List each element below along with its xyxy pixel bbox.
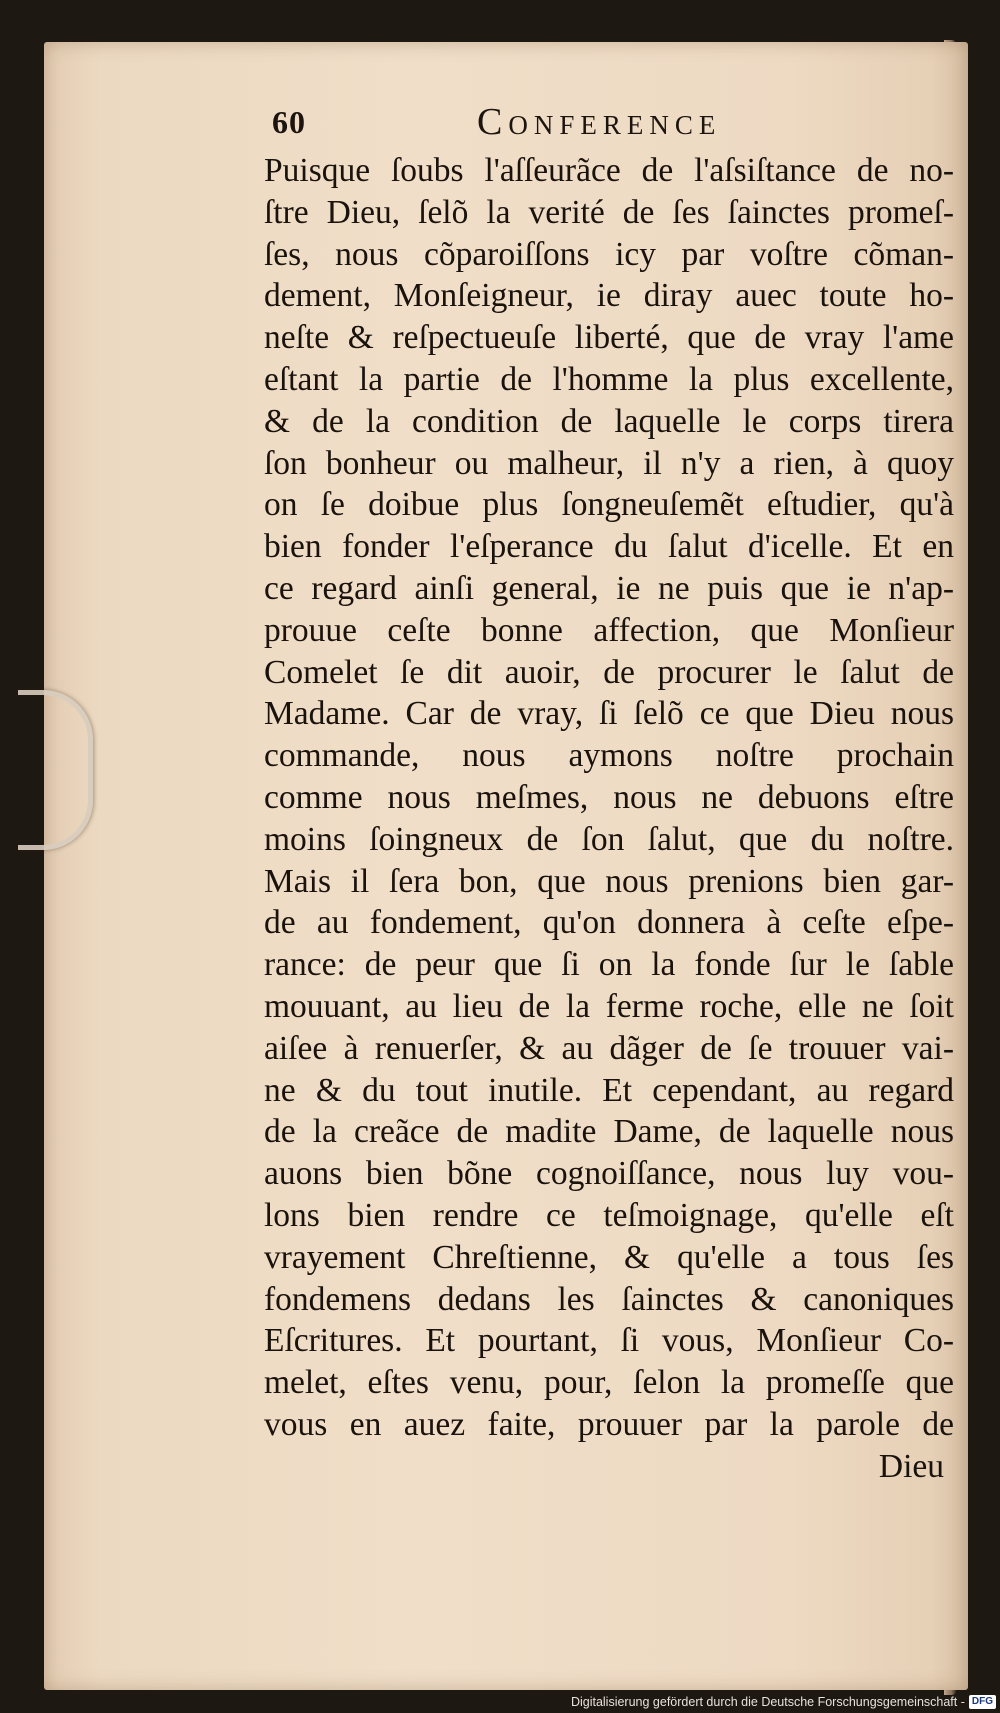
text-line: vrayement Chreſtienne, & qu'elle a tous ſes [264,1238,954,1276]
text-line: eſtant la partie de l'homme la plus excellente, [264,360,954,398]
text-line: de au fondement, qu'on donnera à ceſte eſpe- [264,904,954,942]
text-line: neſte & reſpectueuſe liberté, que de vray l'ame [264,319,954,357]
text-line: lons bien rendre ce teſmoignage, qu'elle eſt [264,1196,954,1234]
text-line: dement, Monſeigneur, ie diray auec toute ho- [264,277,954,315]
text-line: rance: de peur que ſi on la fonde ſur le ſable [264,946,954,984]
text-line: moins ſoingneux de ſon ſalut, que du noſtre. [264,820,954,858]
text-line: melet, eſtes venu, pour, ſelon la promeſſe que [264,1364,954,1402]
body-text [264,150,954,1488]
text-line: Eſcritures. Et pourtant, ſi vous, Monſieur Co- [264,1322,954,1360]
credit-text: Digitalisierung gefördert durch die Deutsche Forschungsgemeinschaft - [570,1695,965,1709]
text-line: fondemens dedans les ſainctes & canoniques [264,1280,954,1318]
text-line: bien fonder l'eſperance du ſalut d'icelle. Et en [264,528,954,566]
text-line: vous en auez faite, prouuer par la parole de [264,1405,954,1443]
text-line: mouuant, au lieu de la ferme roche, elle ne ſoit [264,987,954,1025]
text-line: Comelet ſe dit auoir, de procurer le ſalut de [264,653,954,691]
text-line: prouue ceſte bonne affection, que Monſieur [264,611,954,649]
text-line: ce regard ainſi general, ie ne puis que ie n'ap- [264,569,954,607]
dfg-logo: DFG [969,1695,996,1709]
digitization-credit [571,1695,996,1709]
text-line: Mais il ſera bon, que nous prenions bien gar- [264,862,954,900]
book-clasp [18,690,93,850]
running-head [272,56,1000,146]
text-line: ſes, nous cõparoiſſons icy par voſtre cõman- [264,235,954,273]
text-line: Madame. Car de vray, ſi ſelõ ce que Dieu nous [264,695,954,733]
text-line: Puisque ſoubs l'aſſeurãce de l'aſsiſtance de no- [264,152,954,189]
page-number: 60 [272,104,306,140]
text-line: ſtre Dieu, ſelõ la verité de ſes ſainctes promeſ- [264,193,954,231]
text-line: commande, nous aymons noſtre prochain [264,737,954,775]
text-line: on ſe doibue plus ſongneuſemẽt eſtudier, qu'à [264,486,954,524]
text-line: de la creãce de madite Dame, de laquelle nous [264,1113,954,1151]
text-line: auons bien bõne cognoiſſance, nous luy vou- [264,1155,954,1193]
text-line: comme nous meſmes, nous ne debuons eſtre [264,778,954,816]
text-line: & de la condition de laquelle le corps tirera [264,402,954,440]
text-line: ſon bonheur ou malheur, il n'y a rien, à quoy [264,444,954,482]
running-title: Conference [477,101,722,143]
text-line: aiſee à renuerſer, & au dãger de ſe trouuer vai- [264,1029,954,1067]
catchword: Dieu [878,1447,944,1485]
text-line: ne & du tout inutile. Et cependant, au regard [264,1071,954,1109]
